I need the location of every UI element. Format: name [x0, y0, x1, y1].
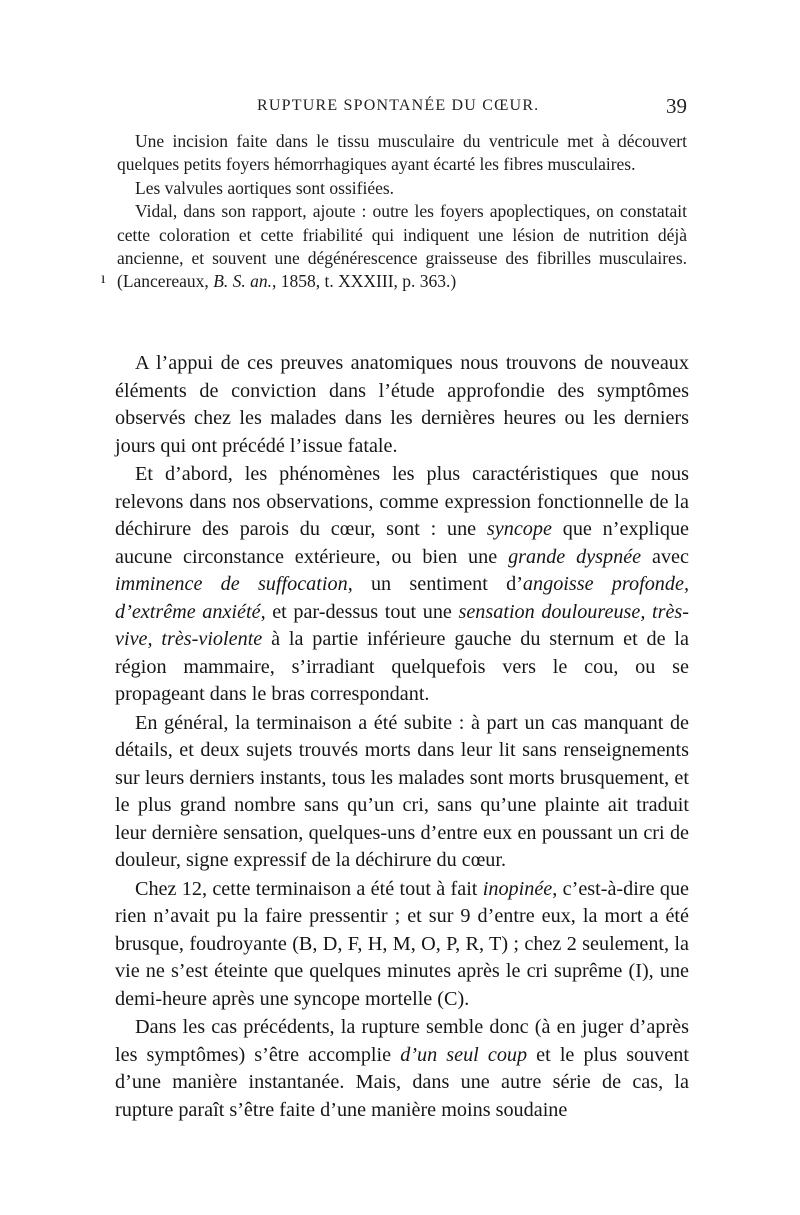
emphasis: angoisse profonde, d’extrême anxiété — [115, 573, 689, 623]
text-run: , un sentiment d’ — [347, 573, 523, 595]
body-paragraph — [115, 461, 689, 709]
emphasis: inopinée — [482, 877, 553, 900]
body-paragraph — [115, 876, 689, 1014]
emphasis: syncope — [486, 518, 552, 540]
emphasis: sensation douloureuse, très-vive, très-violente — [115, 600, 689, 650]
body-paragraph — [115, 1014, 689, 1124]
text-run: Et d’abord, les phénomènes les plus caractéristiques que nous relevons dans nos observations, comme expression fonctionnelle de la déchirure des parois du cœur, sont : une — [115, 463, 689, 540]
text-run: et le plus souvent d’une manière instantanée. Mais, dans une autre série de cas, la rupture paraît s’être faite d’une manière moins soudaine — [115, 1043, 689, 1121]
page-header — [117, 94, 687, 123]
text-run: à la partie inférieure gauche du sternum et de la région mammaire, s’irradiant quelquefois vers le cou, ou se propageant dans le bras correspondant. — [115, 628, 690, 705]
quoted-observation — [117, 130, 687, 294]
emphasis: grande dyspnée — [508, 545, 642, 568]
text-run: Dans les cas précédents, la rupture semble donc (à en juger d’après les symptômes) s’être accomplie — [115, 1016, 689, 1066]
emphasis: imminence de suffocation — [115, 573, 348, 595]
body-paragraph: En général, la terminaison a été subite : à part un cas manquant de détails, et deux sujets trouvés morts dans leur lit sans renseignements sur leurs derniers instants, tous les malades sont morts brusquement, et le plus grand nombre sans qu’un cri, sans qu’une plainte ait traduit leur dernière sensation, quelques-uns d’entre eux en poussant un cri de douleur, signe expressif de la déchirure du cœur. — [115, 711, 689, 871]
text-run: Chez 12, cette terminaison a été tout à fait — [135, 877, 483, 900]
margin-mark: ı — [101, 270, 106, 287]
reference-title: B. S. an. — [213, 271, 273, 292]
quoted-paragraph: Les valvules aortiques sont ossifiées. — [135, 177, 395, 198]
emphasis: d’un seul coup — [400, 1043, 528, 1066]
quoted-paragraph: Une incision faite dans le tissu musculaire du ventricule met à découvert quelques petits foyers hémorrhagiques ayant écarté les fibres musculaires. — [117, 131, 687, 175]
text-run: avec — [641, 545, 689, 568]
text-run: que n’explique aucune circonstance extérieure, ou bien une — [115, 518, 689, 568]
text-run: Vidal, dans son rapport, ajoute : outre les foyers apoplectiques, on constatait cette coloration et cette friabilité qui indiquent une lésion de nutrition déjà ancienne, et souvent une dégénérescence graisseuse des fibrilles musculaires. (Lancereaux, — [117, 201, 687, 292]
text-run: , et par-dessus tout une — [260, 600, 459, 623]
quoted-paragraph — [117, 200, 687, 294]
running-title: RUPTURE SPONTANÉE DU CŒUR. — [257, 97, 540, 114]
main-text — [115, 350, 689, 1125]
text-run: , 1858, t. XXXIII, p. 363.) — [272, 271, 457, 292]
text-run: , c’est-à-dire que rien n’avait pu la faire pressentir ; et sur 9 d’entre eux, la mort a été brusque, foudroyante (B, D, F, H, M, O, P, R, T) ; chez 2 seulement, la vie ne s’est éteinte que quelques minutes après le cri suprême (I), une demi-heure après une syncope mortelle (C). — [115, 877, 689, 1010]
page-number: 39 — [666, 94, 687, 118]
body-paragraph: A l’appui de ces preuves anatomiques nous trouvons de nouveaux éléments de conviction dans l’étude approfondie des symptômes observés chez les malades dans les dernières heures ou les derniers jours qui ont précédé l’issue fatale. — [115, 352, 689, 457]
